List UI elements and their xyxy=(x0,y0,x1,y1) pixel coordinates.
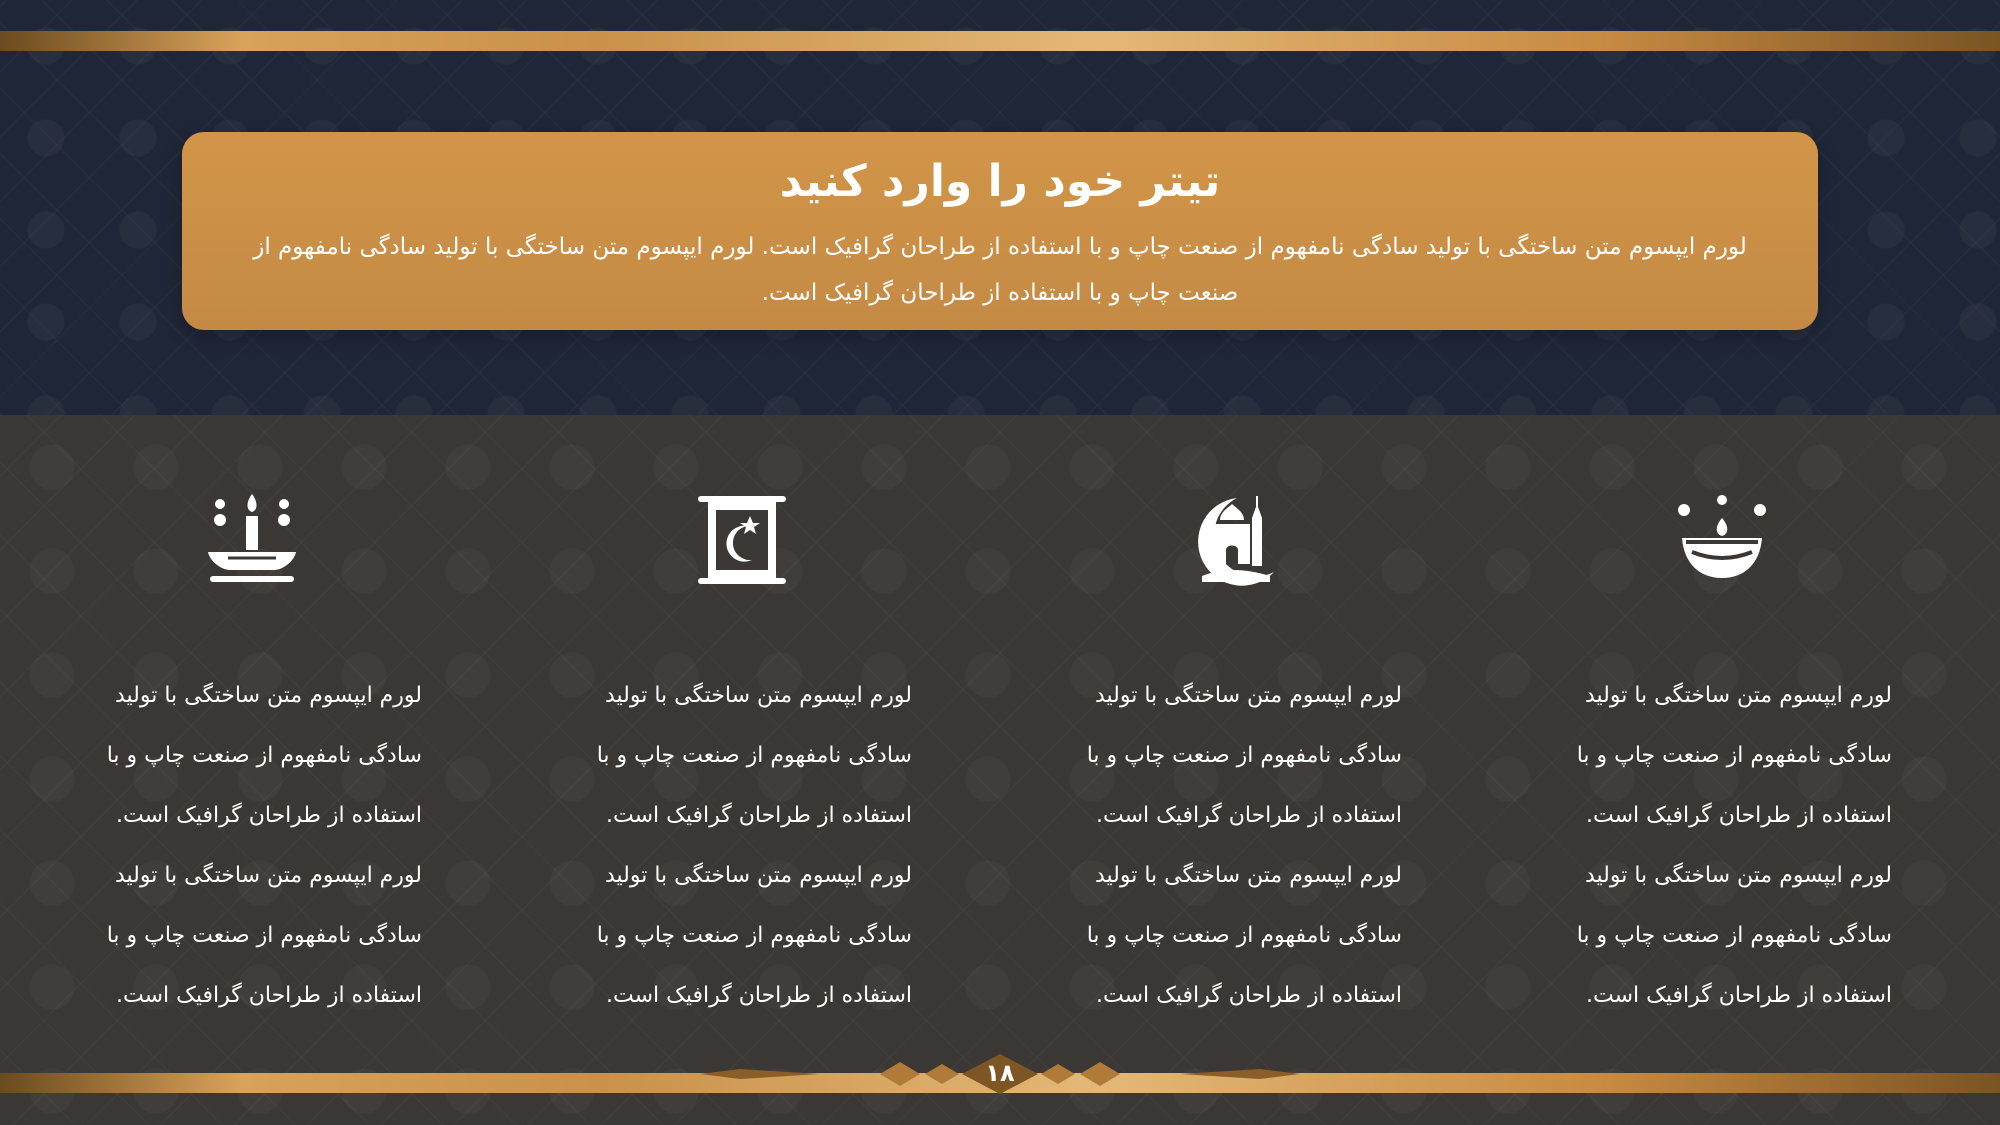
feature-column xyxy=(562,480,922,1008)
slide-title: تیتر خود را وارد کنید xyxy=(779,156,1221,207)
feature-column xyxy=(72,480,432,1008)
feature-text: لورم ایپسوم متن ساختگی با تولید سادگی نامفهوم از صنعت چاپ و با استفاده از طراحان گرافیک است. لورم ایپسوم متن ساختگی با تولید سادگی نامفهوم از صنعت چاپ و با استفاده از طراحان گرافیک است. xyxy=(106,683,422,1008)
feature-text: لورم ایپسوم متن ساختگی با تولید سادگی نامفهوم از صنعت چاپ و با استفاده از طراحان گرافیک است. لورم ایپسوم متن ساختگی با تولید سادگی نامفهوم از صنعت چاپ و با استفاده از طراحان گرافیک است. xyxy=(1086,683,1402,1008)
feature-text: لورم ایپسوم متن ساختگی با تولید سادگی نامفهوم از صنعت چاپ و با استفاده از طراحان گرافیک است. لورم ایپسوم متن ساختگی با تولید سادگی نامفهوم از صنعت چاپ و با استفاده از طراحان گرافیک است. xyxy=(1576,683,1892,1008)
slide-subtitle: لورم ایپسوم متن ساختگی با تولید سادگی نامفهوم از صنعت چاپ و با استفاده از طراحان گرافیک است. لورم ایپسوم متن ساختگی با تولید سادگی نامفهوم از صنعت چاپ و با استفاده از طراحان گرافیک است. xyxy=(253,234,1747,306)
candle-holder-icon xyxy=(202,490,302,590)
feature-column xyxy=(1052,480,1412,1008)
feature-text: لورم ایپسوم متن ساختگی با تولید سادگی نامفهوم از صنعت چاپ و با استفاده از طراحان گرافیک است. لورم ایپسوم متن ساختگی با تولید سادگی نامفهوم از صنعت چاپ و با استفاده از طراحان گرافیک است. xyxy=(596,683,912,1008)
lantern-bowl-icon xyxy=(1672,490,1772,590)
scroll-crescent-icon xyxy=(692,490,792,590)
page-number: ۱۸ xyxy=(985,1059,1015,1087)
top-gold-border xyxy=(0,31,2000,51)
feature-column xyxy=(1542,480,1902,1008)
title-card xyxy=(182,132,1818,330)
mosque-crescent-icon xyxy=(1182,490,1282,590)
